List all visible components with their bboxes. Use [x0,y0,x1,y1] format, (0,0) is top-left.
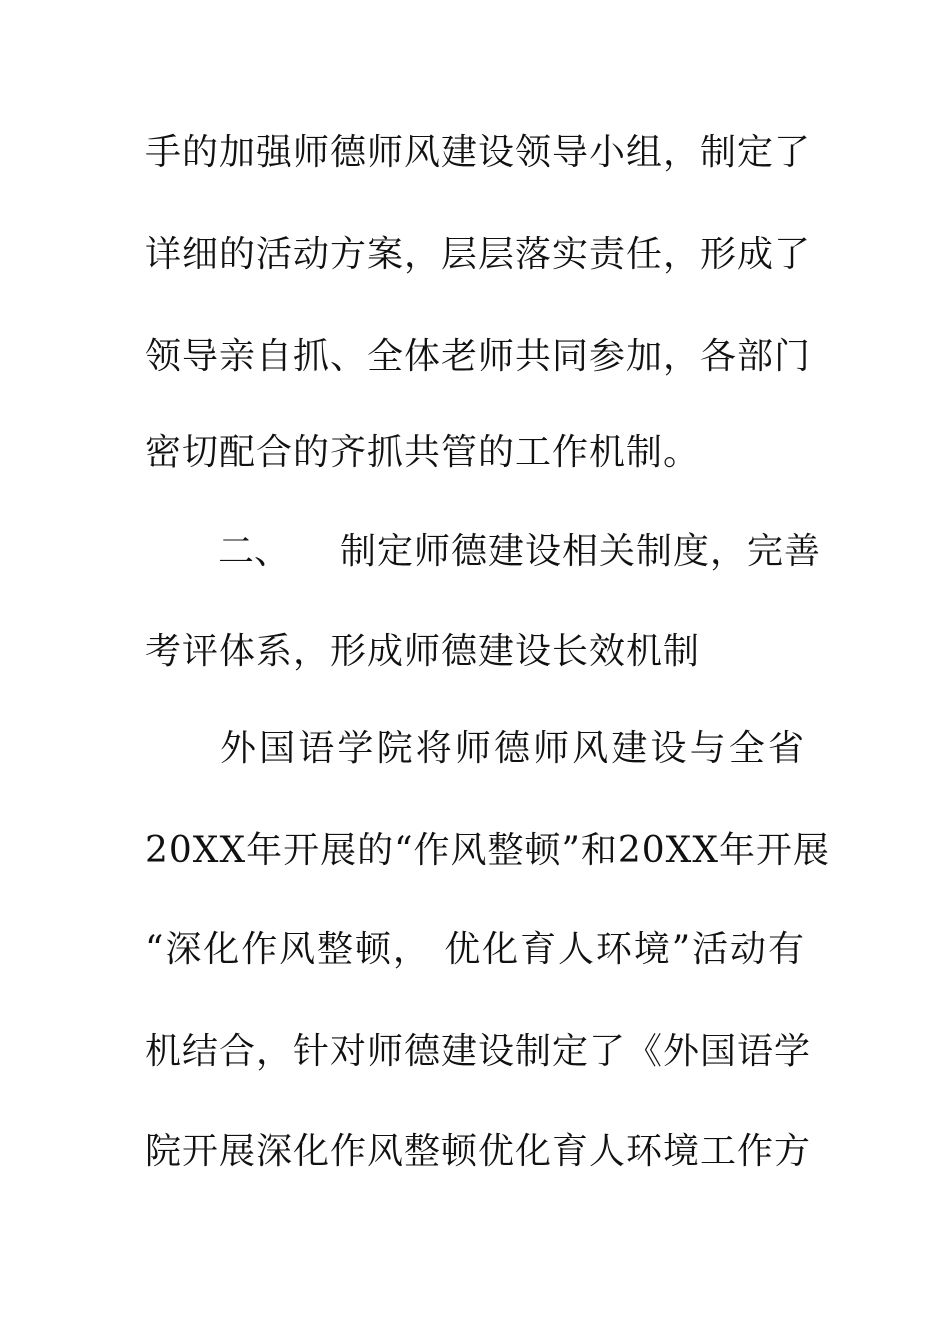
paragraph-line: 外国语学院将师德师风建设与全省 [220,728,805,769]
paragraph-line: “深化作风整顿， 优化育人环境”活动有 [145,929,805,970]
paragraph-line: 手的加强师德师风建设领导小组，制定了 [145,132,812,173]
paragraph-line: 详细的活动方案，层层落实责任，形成了 [145,234,812,275]
paragraph-line: 院开展深化作风整顿优化育人环境工作方 [145,1131,812,1172]
paragraph-line: 20XX年开展的“作风整顿”和20XX年开展 [145,830,830,871]
section-title: 制定师德建设相关制度，完善 [340,531,822,572]
section-number: 二、 [218,531,291,572]
paragraph-line: 密切配合的齐抓共管的工作机制。 [145,432,701,473]
paragraph-line: 机结合，针对师德建设制定了《外国语学 [145,1031,812,1072]
paragraph-line: 领导亲自抓、全体老师共同参加，各部门 [145,336,812,377]
section-title-continuation: 考评体系，形成师德建设长效机制 [145,631,701,672]
